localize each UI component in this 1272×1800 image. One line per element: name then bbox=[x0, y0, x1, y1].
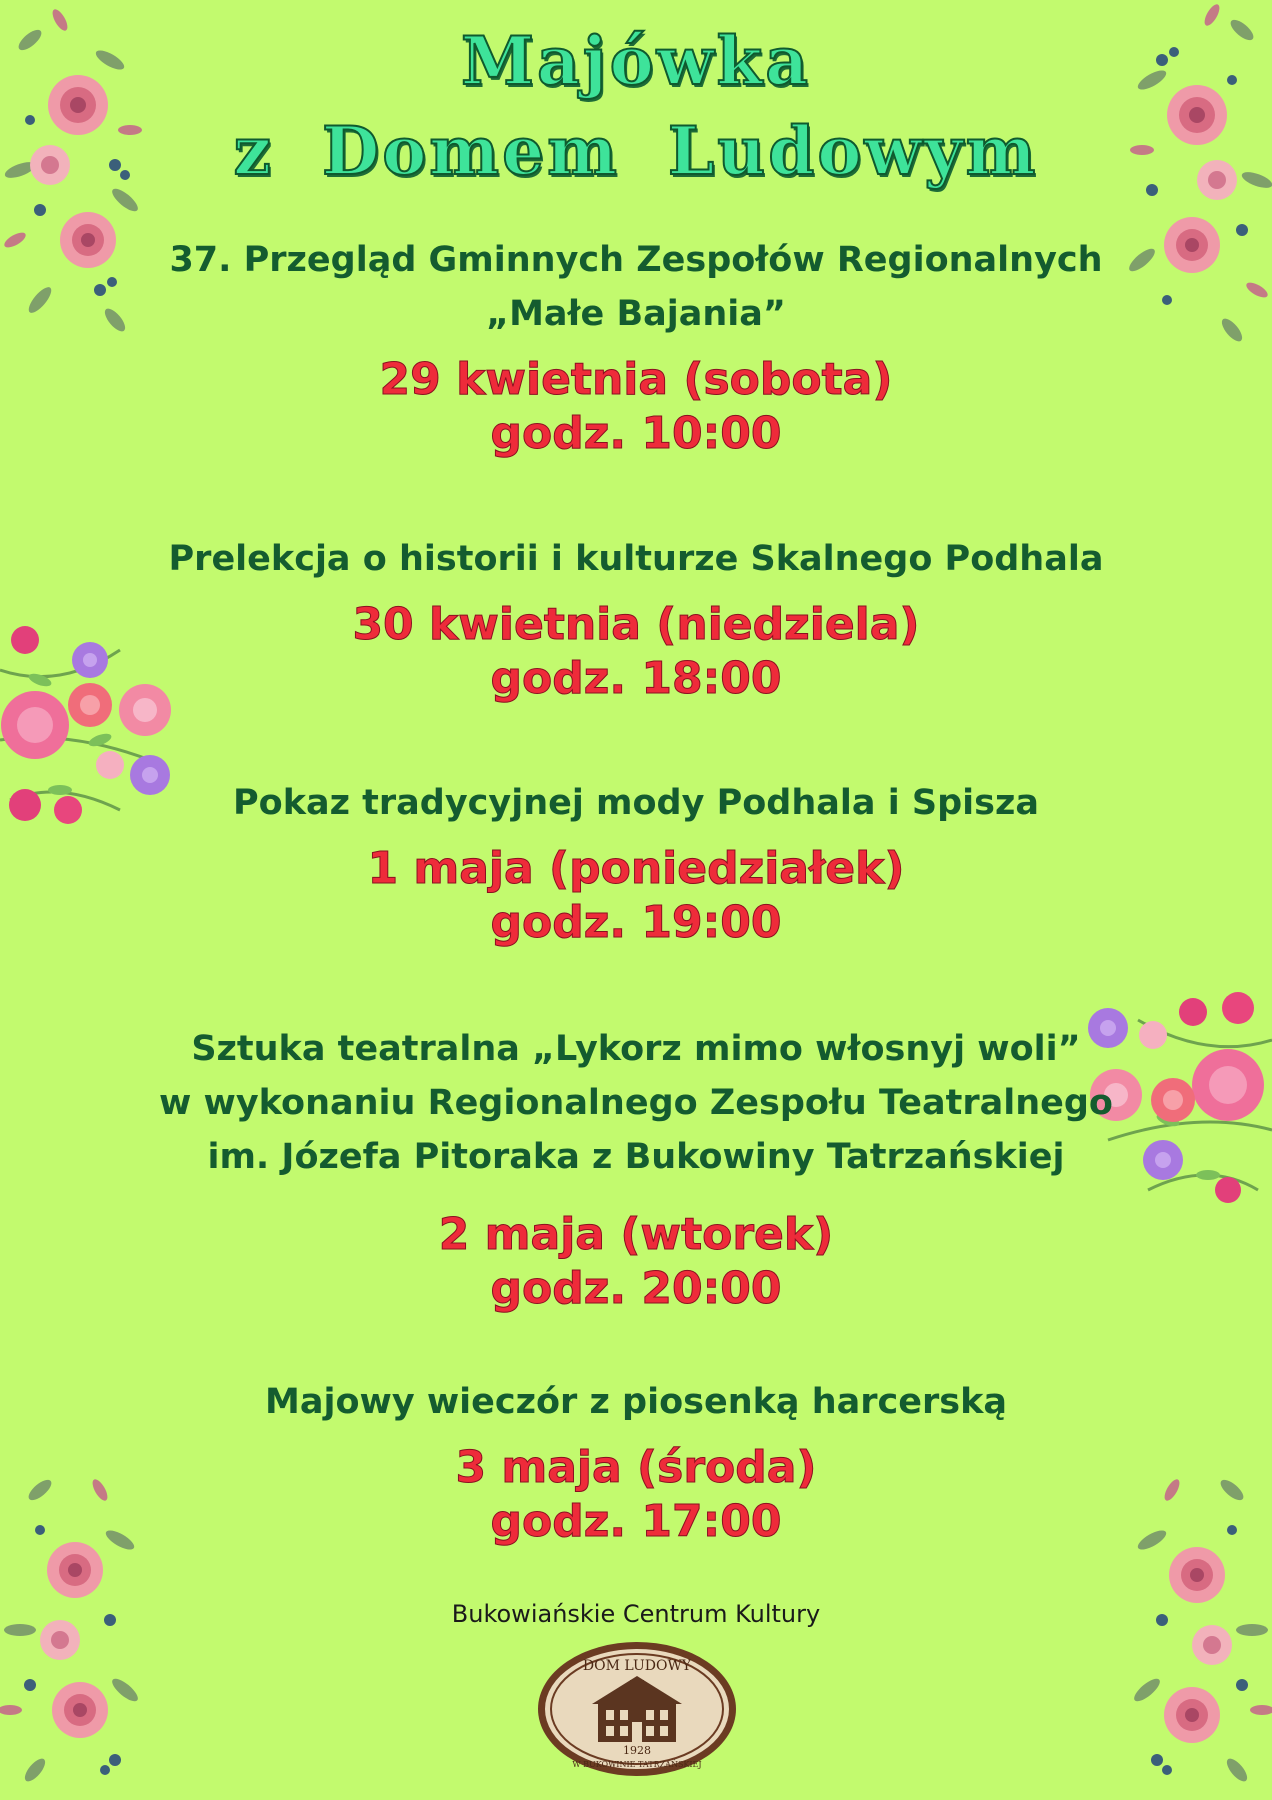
event-2-description: Prelekcja o historii i kulturze Skalnego Podhala bbox=[168, 539, 1104, 579]
event-2-date: 30 kwietnia (niedziela) bbox=[352, 599, 920, 650]
logo-year: 1928 bbox=[623, 1744, 651, 1757]
event-4-time: godz. 20:00 bbox=[490, 1263, 782, 1314]
event-3-description: Pokaz tradycyjnej mody Podhala i Spisza bbox=[233, 783, 1039, 823]
dom-ludowy-logo bbox=[536, 1640, 738, 1778]
organizer-name: Bukowiańskie Centrum Kultury bbox=[451, 1600, 821, 1628]
event-3-time: godz. 19:00 bbox=[490, 897, 782, 948]
event-4 bbox=[0, 1022, 1272, 1316]
event-4-description-line-1: Sztuka teatralna „Lykorz mimo włosnyj woli” bbox=[191, 1029, 1081, 1069]
event-4-description-line-2: w wykonaniu Regionalnego Zespołu Teatralnego bbox=[159, 1083, 1113, 1123]
poster-title-line-1: Majówka bbox=[460, 22, 812, 100]
event-5-date: 3 maja (środa) bbox=[455, 1442, 817, 1493]
event-2 bbox=[0, 532, 1272, 706]
logo-bottom-text: W BUKOWINIE TATRZAŃSKIEJ bbox=[572, 1760, 702, 1769]
event-2-time: godz. 18:00 bbox=[490, 653, 782, 704]
event-5-time: godz. 17:00 bbox=[490, 1496, 782, 1547]
poster-title-line-2: z Domem Ludowym bbox=[233, 112, 1039, 190]
event-4-description-line-3: im. Józefa Pitoraka z Bukowiny Tatrzańskiej bbox=[207, 1137, 1065, 1177]
event-1-date: 29 kwietnia (sobota) bbox=[379, 354, 893, 405]
event-1 bbox=[0, 233, 1272, 461]
event-5 bbox=[0, 1375, 1272, 1549]
event-1-description-line-1: 37. Przegląd Gminnych Zespołów Regionalnych bbox=[169, 240, 1103, 280]
event-3-date: 1 maja (poniedziałek) bbox=[367, 843, 905, 894]
event-4-date: 2 maja (wtorek) bbox=[438, 1209, 834, 1260]
event-5-description: Majowy wieczór z piosenką harcerską bbox=[265, 1382, 1007, 1422]
event-1-time: godz. 10:00 bbox=[490, 408, 782, 459]
logo-top-text: DOM LUDOWY bbox=[582, 1658, 692, 1674]
event-3 bbox=[0, 776, 1272, 950]
event-1-description-line-2: „Małe Bajania” bbox=[486, 294, 786, 334]
